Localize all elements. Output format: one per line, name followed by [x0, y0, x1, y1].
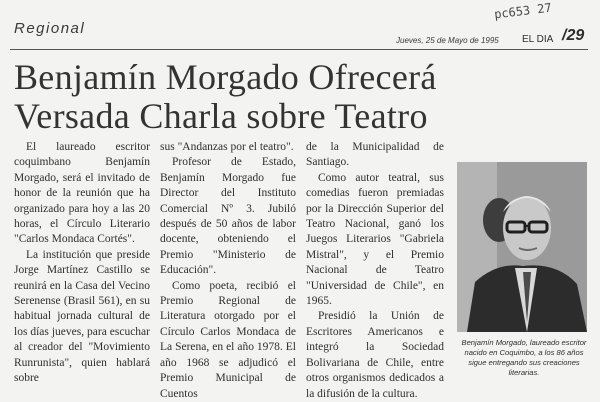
author-portrait-photo	[457, 162, 587, 332]
section-label: Regional	[14, 20, 86, 37]
publication-date: Jueves, 25 de Mayo de 1995	[396, 36, 499, 45]
portrait-illustration	[457, 162, 587, 332]
paragraph: Presidió la Unión de Escritores Americanos e integró la Sociedad Bolivariana de Chile, entre otros organismos dedicados a la difusión de la cultura.	[306, 310, 444, 400]
paragraph: Profesor de Estado, Benjamín Morgado fue Director del Instituto Comercial Nº 3. Jubiló después de 50 años de labor docente, obteniendo el Premio "Ministerio de Educación".	[160, 156, 296, 277]
article-column-2	[160, 140, 296, 402]
paragraph: El laureado escritor coquimbano Benjamín Morgado, será el invitado de honor de la reunión que ha organizado para hoy a las 20 horas, el Círculo Literario "Carlos Mondaca Cortés".	[14, 141, 150, 246]
paragraph: Como poeta, recibió el Premio Regional de Literatura otorgado por el Círculo Carlos Mondaca de La Serena, en el año 1978. El año 1968 se adjudicó el Premio Municipal de Cuentos	[160, 279, 296, 400]
paragraph: de la Municipalidad de Santiago.	[306, 141, 444, 169]
page-number: /29	[562, 27, 585, 44]
headline-line-1: Benjamín Morgado Ofrecerá	[14, 57, 437, 97]
paragraph: sus "Andanzas por el teatro".	[160, 141, 294, 153]
handwritten-reference: pc653 27	[493, 0, 553, 22]
article-column-3	[306, 140, 444, 402]
headline-line-2: Versada Charla sobre Teatro	[14, 96, 428, 136]
paragraph: La institución que preside Jorge Martínez Castillo se reunirá en la Casa del Vecino Serenense (Brasil 561), en su habitual jornada cultural de los días jueves, para escuchar al creador del "Movimiento Runrunista", quien hablará sobre	[14, 248, 150, 385]
photo-caption: Benjamín Morgado, laureado escritor nacido en Coquimbo, a los 86 años sigue entregando sus creaciones literarias.	[461, 338, 587, 377]
newspaper-name: EL DIA	[522, 34, 554, 45]
article-headline	[14, 58, 594, 136]
paragraph: Como autor teatral, sus comedias fueron premiadas por la Dirección Superior del Teatro Nacional, ganó los Juegos Literarios "Gabriela Mistral", y el Premio Nacional de Teatro "Universidad de Chile", en 1965.	[306, 171, 444, 308]
article-column-1	[14, 140, 150, 387]
header-rule	[10, 49, 588, 50]
